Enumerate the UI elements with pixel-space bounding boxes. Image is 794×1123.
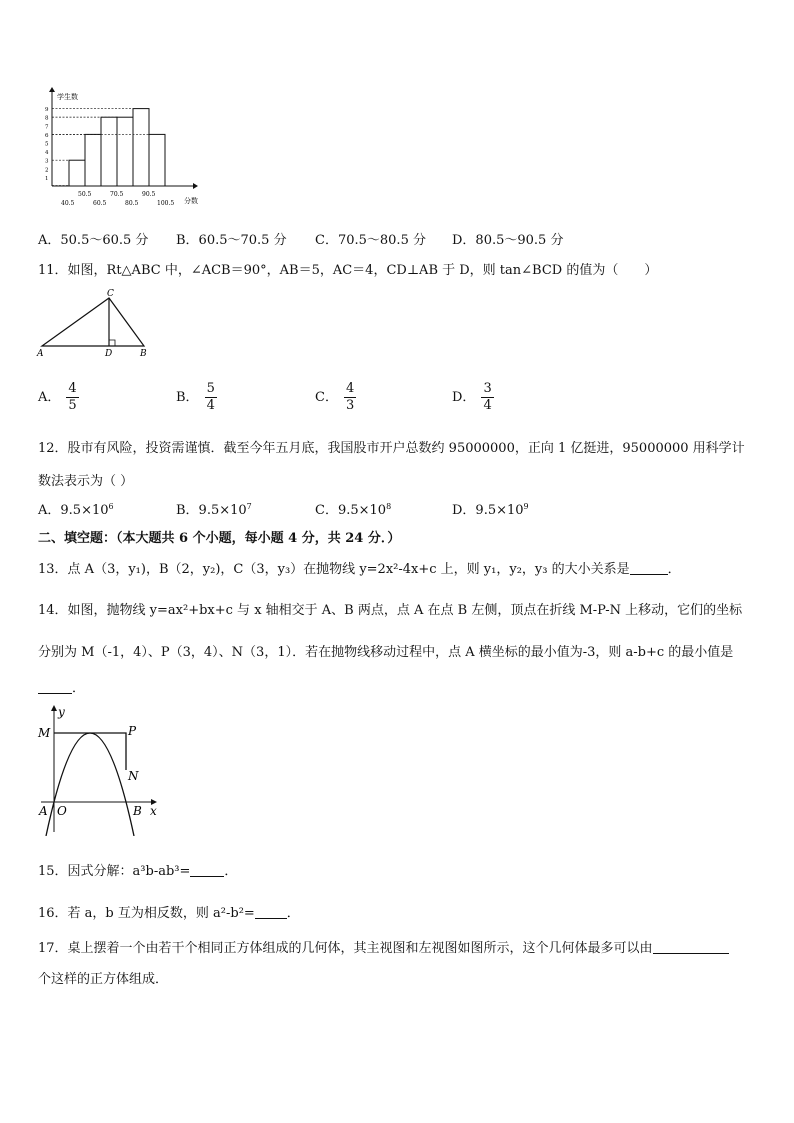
q14-line-2: 分别为 M（-1，4）、P（3，4）、N（3，1）．若在抛物线移动过程中，点 A 横坐标的最小值为-3，则 a-b+c 的最小值是 — [38, 645, 734, 660]
y-tick-label: 7 — [45, 124, 49, 131]
x-tick-label: 70.5 — [110, 191, 124, 198]
histogram-bar — [101, 117, 117, 186]
q12-option-b[interactable]: B．$9.5\times 10^7$ — [176, 502, 252, 518]
y-tick-label: 5 — [45, 141, 49, 148]
label-o: O — [57, 804, 67, 818]
triangle-figure — [34, 288, 154, 360]
label-a: A — [37, 349, 44, 359]
x-tick-label: 50.5 — [78, 191, 92, 198]
y-axis-arrow — [49, 87, 55, 92]
section-title: 二、填空题：（本大题共 6 个小题，每小题 4 分，共 24 分．） — [38, 531, 401, 546]
label-p: P — [128, 724, 137, 738]
y-tick-label: 3 — [45, 158, 49, 165]
label-d: D — [105, 349, 113, 359]
x-axis-title: 分数 — [184, 197, 198, 205]
label-b: B — [133, 804, 142, 818]
q12-option-a[interactable]: A．$9.5\times 10^6$ — [38, 502, 114, 518]
label-y: y — [58, 705, 65, 719]
q10-option-b[interactable]: B．60.5～70.5 分 — [176, 233, 287, 248]
q15-question: 15．因式分解：a³b-ab³= ． — [38, 864, 238, 879]
y-tick-label: 4 — [45, 150, 49, 157]
x-tick-label: 60.5 — [93, 200, 107, 207]
histogram-chart — [38, 86, 208, 212]
q11-stem: 11．如图，Rt△ABC 中，∠ACB＝90°，AB＝5，AC＝4，CD⊥AB 于 D，则 tan∠BCD 的值为（ ） — [38, 263, 658, 278]
q12-line-2: 数法表示为（ ） — [38, 474, 134, 489]
q15-answer-blank[interactable] — [190, 864, 224, 877]
q14-answer-blank[interactable] — [38, 681, 72, 694]
y-axis-title: 学生数 — [57, 93, 78, 101]
q14-line-3: ． — [38, 677, 85, 696]
y-tick-label: 1 — [45, 175, 49, 182]
y-tick-label: 9 — [45, 107, 49, 114]
q12-option-d[interactable]: D．$9.5\times 10^9$ — [452, 502, 529, 518]
q10-option-d[interactable]: D．80.5～90.5 分 — [452, 233, 564, 248]
histogram-bar — [149, 134, 165, 186]
label-a: A — [39, 804, 48, 818]
x-axis-arrow — [193, 183, 198, 189]
histogram-bar — [85, 134, 101, 186]
q17-line-2: 个这样的正方体组成． — [38, 972, 169, 987]
q11-option-c[interactable]: C． $\frac{4}{3}$ — [315, 381, 355, 413]
parabola-figure — [36, 702, 164, 836]
q12-option-c[interactable]: C．$9.5\times 10^8$ — [315, 502, 392, 518]
histogram-bar — [117, 117, 133, 186]
x-tick-label: 80.5 — [125, 200, 139, 207]
q13-answer-blank[interactable] — [630, 562, 668, 575]
q13-question: 13．点 A（3，y₁)，B（2，y₂)，C（3，y₃）在抛物线 y=2x²-4x+c 上，则 y₁，y₂，y₃ 的大小关系是 ． — [38, 562, 681, 577]
y-tick-label: 8 — [45, 115, 49, 122]
q10-option-a[interactable]: A．50.5～60.5 分 — [38, 233, 149, 248]
label-b: B — [140, 349, 147, 359]
y-tick-label: 2 — [45, 167, 49, 174]
label-c: C — [107, 289, 114, 299]
y-tick-label: 6 — [45, 132, 49, 139]
q16-answer-blank[interactable] — [255, 906, 287, 919]
label-m: M — [38, 726, 51, 740]
label-n: N — [128, 769, 139, 783]
q12-line-1: 12．股市有风险，投资需谨慎．截至今年五月底，我国股市开户总数约 95000000，正向 1 亿挺进，95000000 用科学计 — [38, 441, 745, 456]
q17-answer-blank[interactable] — [653, 941, 729, 954]
q11-option-a[interactable]: A． $\frac{4}{5}$ — [38, 381, 77, 413]
x-tick-label: 90.5 — [142, 191, 156, 198]
histogram-bar — [69, 160, 85, 186]
q11-option-d[interactable]: D． $\frac{3}{4}$ — [452, 381, 492, 413]
q16-question: 16．若 a，b 互为相反数，则 a²-b²= ． — [38, 906, 300, 921]
label-x: x — [150, 804, 157, 818]
histogram-bar — [133, 109, 149, 186]
q10-option-c[interactable]: C．70.5～80.5 分 — [315, 233, 426, 248]
x-tick-label: 40.5 — [61, 200, 75, 207]
q14-line-1: 14．如图，抛物线 y=ax²+bx+c 与 x 轴相交于 A、B 两点，点 A 在点 B 左侧，顶点在折线 M-P-N 上移动，它们的坐标 — [38, 603, 743, 618]
q17-line-1: 17．桌上摆着一个由若干个相同正方体组成的几何体，其主视图和左视图如图所示，这个几何体最多可以由 — [38, 937, 729, 956]
x-tick-label: 100.5 — [157, 200, 175, 207]
q11-option-b[interactable]: B． $\frac{5}{4}$ — [176, 381, 215, 413]
